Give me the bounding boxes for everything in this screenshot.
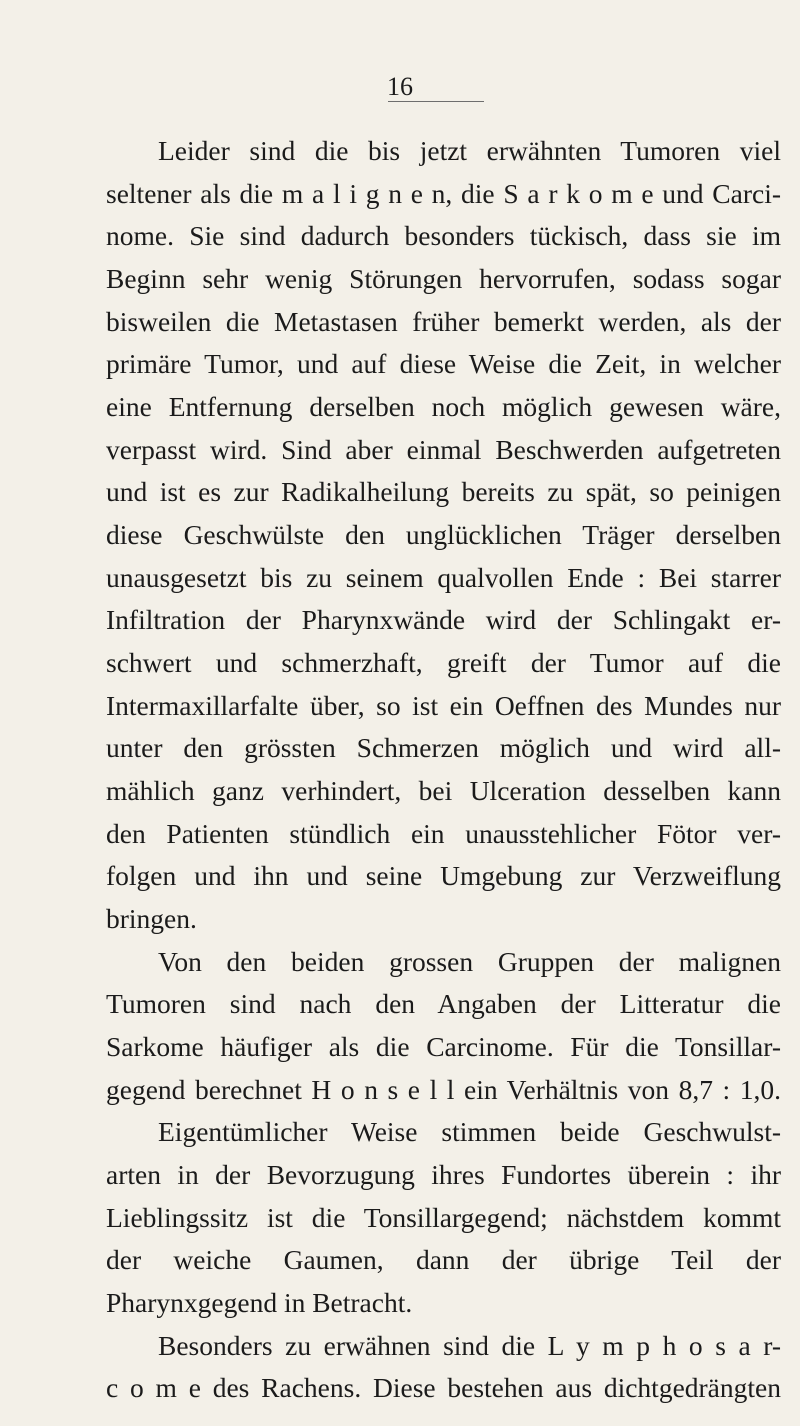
text-line: Intermaxillarfalte über, so ist ein Oeffnen des Mundes nur bbox=[106, 689, 781, 721]
text-line: gegend berechnet H o n s e l l ein Verhältnis von 8,7 : 1,0. bbox=[106, 1073, 781, 1105]
text-line: und ist es zur Radikalheilung bereits zu spät, so peinigen bbox=[106, 476, 781, 508]
text-line: Eigentümlicher Weise stimmen beide Geschwulst- bbox=[158, 1116, 781, 1148]
text-line: mählich ganz verhindert, bei Ulceration desselben kann bbox=[106, 775, 781, 806]
text-line: Infiltration der Pharynxwände wird der Schlingakt er- bbox=[106, 604, 781, 636]
text-line: c o m e des Rachens. Diese bestehen aus dichtgedrängten bbox=[106, 1372, 781, 1404]
text-line: Von den beiden grossen Gruppen der malignen bbox=[158, 945, 781, 977]
text-line: unausgesetzt bis zu seinem qualvollen Ende : Bei starrer bbox=[106, 561, 781, 593]
text-line: den Patienten stündlich ein unausstehlicher Fötor ver- bbox=[106, 817, 781, 849]
text-line: Sarkome häufiger als die Carcinome. Für die Tonsillar- bbox=[106, 1031, 781, 1062]
page-number: 16 bbox=[387, 72, 413, 101]
text-line: der weiche Gaumen, dann der übrige Teil der bbox=[106, 1244, 781, 1276]
text-line: bringen. bbox=[106, 903, 197, 934]
text-line: folgen und ihn und seine Umgebung zur Verzweiflung bbox=[106, 860, 781, 892]
text-line: verpasst wird. Sind aber einmal Beschwerden aufgetreten bbox=[106, 433, 781, 465]
text-line: primäre Tumor, und auf diese Weise die Zeit, in welcher bbox=[106, 348, 781, 380]
text-line: diese Geschwülste den unglücklichen Träger derselben bbox=[106, 519, 781, 550]
text-line: Tumoren sind nach den Angaben der Litteratur die bbox=[106, 988, 781, 1020]
text-line: Beginn sehr wenig Störungen hervorrufen, sodass sogar bbox=[106, 263, 781, 294]
text-line: seltener als die m a l i g n e n, die S a r k o m e und Carci- bbox=[106, 177, 781, 209]
text-line: arten in der Bevorzugung ihres Fundortes überein : ihr bbox=[106, 1159, 781, 1190]
text-line: Pharynxgegend in Betracht. bbox=[106, 1287, 413, 1318]
text-line: unter den grössten Schmerzen möglich und wird all- bbox=[106, 732, 781, 764]
text-line: eine Entfernung derselben noch möglich gewesen wäre, bbox=[106, 391, 781, 422]
text-line: bisweilen die Metastasen früher bemerkt werden, als der bbox=[106, 305, 781, 337]
text-line: schwert und schmerzhaft, greift der Tumor auf die bbox=[106, 647, 781, 678]
page-number-rule bbox=[388, 101, 484, 102]
text-line: Lieblingssitz ist die Tonsillargegend; nächstdem kommt bbox=[106, 1201, 781, 1233]
text-line: Leider sind die bis jetzt erwähnten Tumoren viel bbox=[158, 135, 781, 166]
text-line: Besonders zu erwähnen sind die L y m p h o s a r- bbox=[158, 1329, 781, 1361]
text-line: nome. Sie sind dadurch besonders tückisch, dass sie im bbox=[106, 220, 781, 252]
